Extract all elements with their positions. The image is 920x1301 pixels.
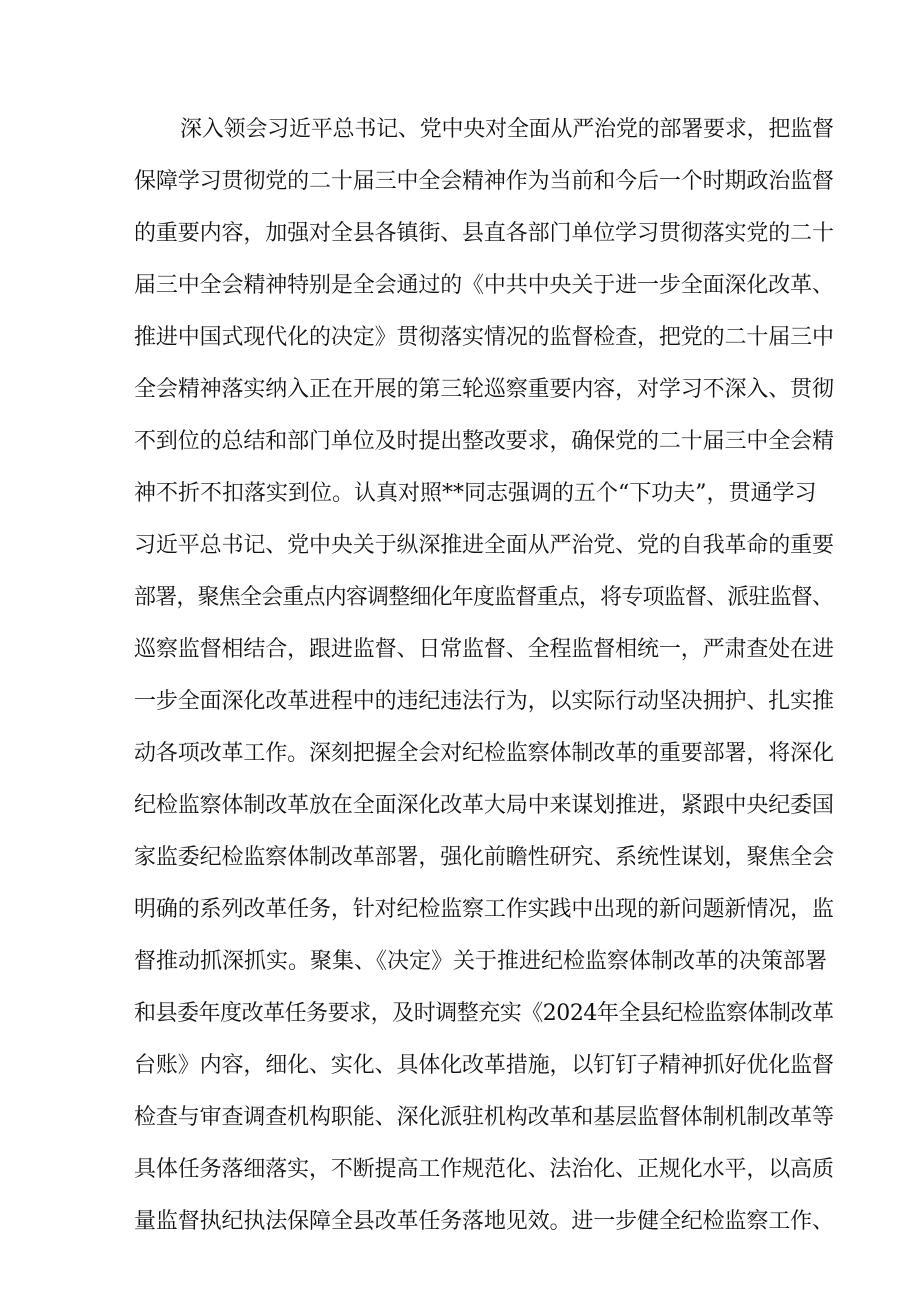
paragraph-line-1: 深入领会习近平总书记、党中央对全面从严治党的部署要求，把监督 xyxy=(180,117,834,142)
paragraph-line-17: 督推动抓深抓实。聚集、《决定》关于推进纪检监察体制改革的决策部署 xyxy=(134,949,828,974)
paragraph-line-7: 不到位的总结和部门单位及时提出整改要求，确保党的二十届三中全会精 xyxy=(134,429,834,454)
paragraph-line-15: 家监委纪检监察体制改革部署，强化前瞻性研究、系统性谋划，聚焦全会 xyxy=(134,845,834,870)
paragraph-line-3: 的重要内容，加强对全县各镇街、县直各部门单位学习贯彻落实党的二十 xyxy=(134,221,834,246)
paragraph-line-10: 部署，聚焦全会重点内容调整细化年度监督重点，将专项监督、派驻监督、 xyxy=(134,585,834,610)
paragraph-line-5: 推进中国式现代化的决定》贯彻落实情况的监督检查，把党的二十届三中 xyxy=(134,325,834,350)
paragraph-line-2: 保障学习贯彻党的二十届三中全会精神作为当前和今后一个时期政治监督 xyxy=(134,169,834,194)
paragraph-line-20: 检查与审查调查机构职能、深化派驻机构改革和基层监督体制机制改革等 xyxy=(134,1105,834,1130)
paragraph-line-12: 一步全面深化改革进程中的违纪违法行为，以实际行动坚决拥护、扎实推 xyxy=(134,689,834,714)
paragraph-line-8: 神不折不扣落实到位。认真对照**同志强调的五个“下功夫”，贯通学习 xyxy=(134,481,817,506)
paragraph-line-16: 明确的系列改革任务，针对纪检监察工作实践中出现的新问题新情况，监 xyxy=(134,897,834,922)
paragraph-line-13: 动各项改革工作。深刻把握全会对纪检监察体制改革的重要部署，将深化 xyxy=(134,741,834,766)
paragraph-line-4: 届三中全会精神特别是全会通过的《中共中央关于进一步全面深化改革、 xyxy=(134,273,834,298)
paragraph-line-21: 具体任务落细落实，不断提高工作规范化、法治化、正规化水平，以高质 xyxy=(134,1157,834,1182)
paragraph-line-9: 习近平总书记、党中央关于纵深推进全面从严治党、党的自我革命的重要 xyxy=(134,533,834,558)
paragraph-line-18: 和县委年度改革任务要求，及时调整充实《2024年全县纪检监察体制改革 xyxy=(134,1001,834,1026)
paragraph-line-6: 全会精神落实纳入正在开展的第三轮巡察重要内容，对学习不深入、贯彻 xyxy=(134,377,834,402)
body-paragraph xyxy=(134,110,834,1254)
paragraph-line-19: 台账》内容，细化、实化、具体化改革措施，以钉钉子精神抓好优化监督 xyxy=(134,1053,834,1078)
paragraph-line-14: 纪检监察体制改革放在全面深化改革大局中来谋划推进，紧跟中央纪委国 xyxy=(134,793,834,818)
paragraph-line-22: 量监督执纪执法保障全县改革任务落地见效。进一步健全纪检监察工作、 xyxy=(134,1209,834,1234)
paragraph-line-11: 巡察监督相结合，跟进监督、日常监督、全程监督相统一，严肃查处在进 xyxy=(134,637,834,662)
